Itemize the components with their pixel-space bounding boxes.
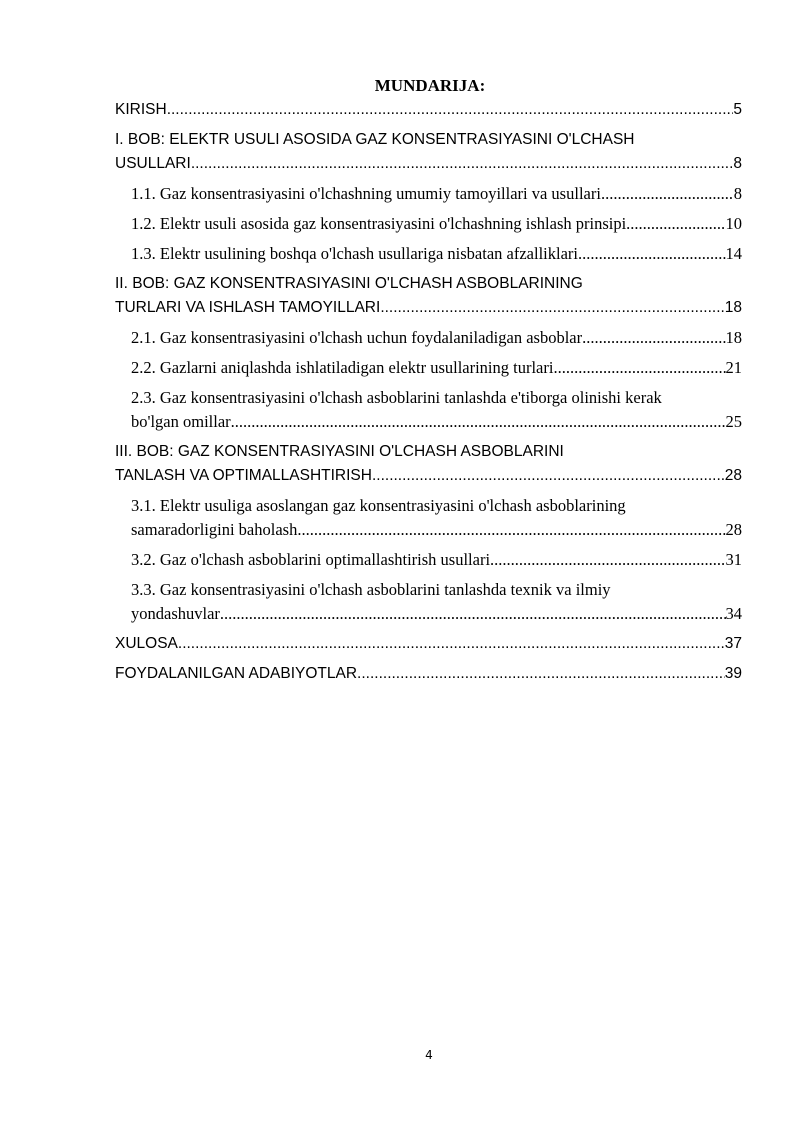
- toc-leader-dots: [220, 602, 726, 626]
- toc-entry[interactable]: [115, 386, 742, 434]
- toc-entry-page: 31: [725, 550, 742, 569]
- toc-entry[interactable]: [115, 548, 742, 572]
- toc-entry-line1: II. BOB: GAZ KONSENTRASIYASINI O'LCHASH ASBOBLARINING: [115, 275, 583, 292]
- toc-entry-page: 10: [725, 214, 742, 233]
- toc-entry[interactable]: [115, 182, 742, 206]
- toc-entry-page: 28: [725, 520, 742, 539]
- toc-title: MUNDARIJA:: [374, 76, 486, 95]
- toc-leader-dots: [357, 662, 725, 686]
- toc-entry-label: samaradorligini baholash: [131, 520, 298, 539]
- toc-entry-line1: 3.1. Elektr usuliga asoslangan gaz konsentrasiyasini o'lchash asboblarining: [131, 496, 626, 515]
- toc-entry-line1: 3.3. Gaz konsentrasiyasini o'lchash asboblarini tanlashda texnik va ilmiy: [131, 580, 611, 599]
- toc-leader-dots: [380, 296, 724, 320]
- toc-leader-dots: [231, 410, 726, 434]
- toc-entry[interactable]: [115, 98, 742, 122]
- toc-entry-label: 1.1. Gaz konsentrasiyasini o'lchashning umumiy tamoyillari va usullari: [131, 184, 601, 203]
- toc-entry[interactable]: [115, 494, 742, 542]
- table-of-contents: [115, 98, 742, 686]
- toc-entry-label: KIRISH: [115, 101, 167, 118]
- toc-entry-page: 28: [724, 467, 742, 484]
- toc-entry[interactable]: [115, 272, 742, 320]
- toc-entry-label: 1.2. Elektr usuli asosida gaz konsentrasiyasini o'lchashning ishlash prinsipi: [131, 214, 627, 233]
- toc-leader-dots: [578, 242, 726, 266]
- toc-leader-dots: [178, 632, 725, 656]
- toc-leader-dots: [372, 464, 725, 488]
- toc-entry-page: 8: [733, 155, 742, 172]
- toc-entry-page: 37: [724, 635, 742, 652]
- toc-entry-page: 18: [725, 328, 742, 347]
- toc-leader-dots: [490, 548, 725, 572]
- toc-entry[interactable]: [115, 212, 742, 236]
- toc-entry-page: 25: [725, 412, 742, 431]
- toc-leader-dots: [191, 152, 734, 176]
- toc-entry-page: 14: [725, 244, 742, 263]
- toc-entry-page: 34: [725, 604, 742, 623]
- toc-entry-label: 2.2. Gazlarni aniqlashda ishlatiladigan elektr usullarining turlari: [131, 358, 554, 377]
- toc-entry[interactable]: [115, 578, 742, 626]
- toc-entry-label: FOYDALANILGAN ADABIYOTLAR: [115, 665, 358, 682]
- toc-leader-dots: [601, 182, 734, 206]
- toc-leader-dots: [167, 98, 734, 122]
- toc-entry-label: bo'lgan omillar: [131, 412, 231, 431]
- page-number: 4: [425, 1048, 433, 1062]
- toc-entry[interactable]: [115, 632, 742, 656]
- toc-entry-line1: III. BOB: GAZ KONSENTRASIYASINI O'LCHASH ASBOBLARINI: [115, 443, 564, 460]
- toc-entry[interactable]: [115, 662, 742, 686]
- toc-entry-page: 39: [724, 665, 742, 682]
- toc-entry-label: 2.1. Gaz konsentrasiyasini o'lchash uchun foydalaniladigan asboblar: [131, 328, 583, 347]
- toc-entry-page: 18: [724, 299, 742, 316]
- toc-entry-page: 5: [733, 101, 742, 118]
- toc-leader-dots: [626, 212, 725, 236]
- toc-entry-label: 3.2. Gaz o'lchash asboblarini optimallashtirish usullari: [131, 550, 491, 569]
- toc-entry-label: XULOSA: [115, 635, 178, 652]
- toc-entry[interactable]: [115, 242, 742, 266]
- toc-entry-line1: 2.3. Gaz konsentrasiyasini o'lchash asboblarini tanlashda e'tiborga olinishi kerak: [131, 388, 662, 407]
- toc-leader-dots: [297, 518, 725, 542]
- toc-entry[interactable]: [115, 326, 742, 350]
- toc-entry-page: 21: [725, 358, 742, 377]
- toc-entry[interactable]: [115, 440, 742, 488]
- toc-entry[interactable]: [115, 128, 742, 176]
- toc-entry-label: yondashuvlar: [131, 604, 220, 623]
- toc-entry-line1: I. BOB: ELEKTR USULI ASOSIDA GAZ KONSENTRASIYASINI O'LCHASH: [115, 131, 635, 148]
- toc-entry-label: TURLARI VA ISHLASH TAMOYILLARI: [115, 299, 381, 316]
- toc-entry[interactable]: [115, 356, 742, 380]
- toc-leader-dots: [553, 356, 725, 380]
- toc-leader-dots: [582, 326, 725, 350]
- toc-entry-label: 1.3. Elektr usulining boshqa o'lchash usullariga nisbatan afzalliklari: [131, 244, 578, 263]
- toc-entry-label: USULLARI: [115, 155, 191, 172]
- toc-entry-page: 8: [733, 184, 742, 203]
- toc-entry-label: TANLASH VA OPTIMALLASHTIRISH: [115, 467, 372, 484]
